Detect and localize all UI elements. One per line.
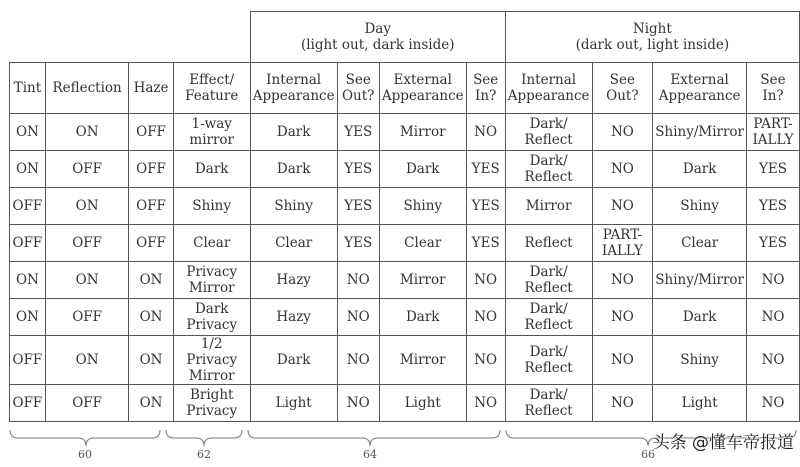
table-cell <box>173 188 250 225</box>
table-cell <box>747 188 800 225</box>
table-cell <box>379 385 466 422</box>
table-cell <box>653 336 747 385</box>
cell-value: NO <box>610 395 634 411</box>
table-cell <box>45 188 129 225</box>
table-cell <box>173 114 250 151</box>
cell-value: NO <box>610 198 634 214</box>
cell-value: NO <box>610 352 634 368</box>
column-header <box>379 63 466 114</box>
table-cell <box>250 225 337 262</box>
cell-value: OFF <box>12 352 43 368</box>
column-header-label: See In? <box>760 72 786 104</box>
table-cell <box>45 262 129 299</box>
column-header-label: See Out? <box>341 72 375 104</box>
table-cell <box>337 151 379 188</box>
table-cell <box>173 225 250 262</box>
cell-value: NO <box>610 124 634 140</box>
cell-value: YES <box>759 161 788 177</box>
cell-value: PART- IALLY <box>601 227 643 259</box>
table-cell <box>505 151 592 188</box>
cell-value: OFF <box>12 198 43 214</box>
cell-value: ON <box>139 272 163 288</box>
table-cell <box>653 188 747 225</box>
table-row <box>10 225 800 262</box>
cell-value: ON <box>15 124 39 140</box>
watermark: 头条 @懂车帝报道 <box>652 433 794 453</box>
cell-value: Shiny/Mirror <box>655 124 745 140</box>
cell-value: OFF <box>136 198 166 214</box>
cell-value: Clear <box>193 235 231 251</box>
cell-value: NO <box>346 272 370 288</box>
table-cell <box>337 299 379 336</box>
cell-value: OFF <box>72 395 102 411</box>
table-cell <box>379 336 466 385</box>
cell-value: Shiny <box>403 198 443 214</box>
cell-value: Dark/ Reflect <box>524 116 573 148</box>
cell-value: Dark/ Reflect <box>524 153 573 185</box>
cell-value: YES <box>759 198 788 214</box>
table-cell <box>45 225 129 262</box>
table-cell <box>379 299 466 336</box>
table-cell <box>10 114 46 151</box>
table-cell <box>250 336 337 385</box>
table-cell <box>747 262 800 299</box>
column-header-label: See Out? <box>606 72 639 104</box>
table-cell <box>592 114 653 151</box>
reference-66: 66 <box>641 448 655 461</box>
cell-value: NO <box>761 309 785 325</box>
cell-value: Dark <box>276 161 311 177</box>
table-cell <box>337 225 379 262</box>
table-cell <box>505 114 592 151</box>
reference-62: 62 <box>197 448 211 461</box>
night-title: Night <box>632 21 672 37</box>
column-header <box>466 63 505 114</box>
cell-value: Dark <box>405 309 440 325</box>
cell-value: NO <box>474 395 498 411</box>
column-header <box>337 63 379 114</box>
cell-value: ON <box>139 352 163 368</box>
cell-value: OFF <box>72 309 102 325</box>
glass-state-table <box>9 11 800 422</box>
cell-value: Dark <box>276 352 311 368</box>
column-header-label: External Appearance <box>381 72 464 104</box>
cell-value: Dark <box>194 161 229 177</box>
cell-value: YES <box>471 161 500 177</box>
column-header <box>505 63 592 114</box>
cell-value: 1/2 Privacy Mirror <box>186 336 238 384</box>
cell-value: NO <box>474 352 498 368</box>
table-cell <box>653 385 747 422</box>
table-cell <box>129 299 173 336</box>
table-cell <box>747 336 800 385</box>
column-header-label: See In? <box>473 72 499 104</box>
reference-60: 60 <box>78 448 92 461</box>
column-header <box>129 63 173 114</box>
table-cell <box>173 151 250 188</box>
table-cell <box>10 385 46 422</box>
cell-value: Clear <box>275 235 313 251</box>
cell-value: ON <box>75 124 99 140</box>
column-header-label: Reflection <box>52 80 122 96</box>
cell-value: Mirror <box>399 352 446 368</box>
table-cell <box>653 262 747 299</box>
cell-value: Hazy <box>276 309 311 325</box>
column-header <box>250 63 337 114</box>
table-cell <box>10 262 46 299</box>
cell-value: Dark <box>682 161 717 177</box>
table-cell <box>337 188 379 225</box>
table-cell <box>45 151 129 188</box>
table-cell <box>592 225 653 262</box>
cell-value: NO <box>474 309 498 325</box>
table-cell <box>250 114 337 151</box>
table-cell <box>466 385 505 422</box>
day-group-header <box>250 12 505 63</box>
cell-value: Dark <box>682 309 717 325</box>
table-cell <box>379 188 466 225</box>
cell-value: Mirror <box>399 272 446 288</box>
cell-value: Shiny <box>192 198 232 214</box>
table-row <box>10 262 800 299</box>
cell-value: Clear <box>404 235 442 251</box>
column-header-label: Internal Appearance <box>507 72 590 104</box>
column-header-label: Haze <box>133 80 169 96</box>
cell-value: OFF <box>12 395 43 411</box>
table-cell <box>173 336 250 385</box>
table-cell <box>129 262 173 299</box>
cell-value: Dark <box>276 124 311 140</box>
cell-value: ON <box>15 161 39 177</box>
table-row <box>10 299 800 336</box>
cell-value: NO <box>474 124 498 140</box>
cell-value: NO <box>610 272 634 288</box>
table-cell <box>747 225 800 262</box>
reference-64: 64 <box>363 448 377 461</box>
table-body <box>10 114 800 422</box>
table-cell <box>747 385 800 422</box>
blank-corner <box>10 12 251 63</box>
table-row <box>10 336 800 385</box>
cell-value: Hazy <box>276 272 311 288</box>
table-cell <box>592 385 653 422</box>
table-cell <box>129 151 173 188</box>
table-cell <box>337 336 379 385</box>
cell-value: YES <box>759 235 788 251</box>
night-subtitle: (dark out, light inside) <box>575 37 730 53</box>
table-cell <box>505 385 592 422</box>
table-cell <box>747 114 800 151</box>
cell-value: Dark/ Reflect <box>524 344 573 376</box>
table-cell <box>337 114 379 151</box>
table-cell <box>505 225 592 262</box>
table-cell <box>45 114 129 151</box>
table-cell <box>250 299 337 336</box>
table-cell <box>250 151 337 188</box>
table-cell <box>466 262 505 299</box>
table-cell <box>747 151 800 188</box>
cell-value: NO <box>474 272 498 288</box>
table-cell <box>505 299 592 336</box>
cell-value: Dark Privacy <box>186 301 238 333</box>
table-cell <box>466 151 505 188</box>
cell-value: Light <box>275 395 312 411</box>
cell-value: ON <box>139 309 163 325</box>
cell-value: NO <box>346 352 370 368</box>
cell-value: NO <box>346 395 370 411</box>
table-cell <box>592 151 653 188</box>
table-cell <box>337 385 379 422</box>
column-header <box>45 63 129 114</box>
day-subtitle: (light out, dark inside) <box>300 37 455 53</box>
table-cell <box>653 299 747 336</box>
table-cell <box>466 114 505 151</box>
cell-value: Shiny <box>680 352 719 368</box>
table-cell <box>129 225 173 262</box>
cell-value: YES <box>344 198 373 214</box>
table-row <box>10 151 800 188</box>
night-group-header <box>505 12 799 63</box>
cell-value: OFF <box>72 161 102 177</box>
table-cell <box>45 336 129 385</box>
cell-value: NO <box>761 272 785 288</box>
table-cell <box>10 188 46 225</box>
cell-value: NO <box>761 352 785 368</box>
table-cell <box>653 225 747 262</box>
table-cell <box>505 188 592 225</box>
cell-value: NO <box>761 395 785 411</box>
table-cell <box>173 262 250 299</box>
column-header <box>10 63 46 114</box>
cell-value: Shiny <box>680 198 719 214</box>
cell-value: Dark/ Reflect <box>524 301 573 333</box>
table-cell <box>173 385 250 422</box>
table-cell <box>173 299 250 336</box>
cell-value: OFF <box>72 235 102 251</box>
cell-value: NO <box>610 309 634 325</box>
cell-value: Shiny <box>274 198 313 214</box>
table-cell <box>129 385 173 422</box>
cell-value: Privacy Mirror <box>186 264 238 296</box>
cell-value: Light <box>681 395 718 411</box>
table-cell <box>466 336 505 385</box>
table-cell <box>379 114 466 151</box>
cell-value: ON <box>75 198 99 214</box>
table-cell <box>747 299 800 336</box>
column-header-label: Tint <box>13 80 42 96</box>
brace-64 <box>248 430 500 446</box>
table-cell <box>45 385 129 422</box>
table-cell <box>250 385 337 422</box>
cell-value: OFF <box>136 161 166 177</box>
cell-value: Dark/ Reflect <box>524 387 573 419</box>
table-cell <box>10 225 46 262</box>
cell-value: Dark/ Reflect <box>524 264 573 296</box>
table-cell <box>129 114 173 151</box>
cell-value: ON <box>15 272 39 288</box>
table-cell <box>10 336 46 385</box>
day-title: Day <box>364 21 391 37</box>
table-cell <box>466 188 505 225</box>
column-header-label: Internal Appearance <box>252 72 335 104</box>
table-cell <box>250 262 337 299</box>
cell-value: YES <box>344 161 373 177</box>
cell-value: NO <box>610 161 634 177</box>
column-header <box>653 63 747 114</box>
table-cell <box>129 188 173 225</box>
cell-value: YES <box>471 198 500 214</box>
table-cell <box>45 299 129 336</box>
table-row <box>10 188 800 225</box>
cell-value: OFF <box>136 235 166 251</box>
cell-value: 1-way mirror <box>189 116 235 148</box>
table-cell <box>379 225 466 262</box>
table-cell <box>592 336 653 385</box>
cell-value: PART- IALLY <box>752 116 794 148</box>
table-cell <box>466 225 505 262</box>
cell-value: Mirror <box>399 124 446 140</box>
cell-value: ON <box>15 309 39 325</box>
column-header <box>592 63 653 114</box>
column-header-label: Effect/ Feature <box>185 72 239 104</box>
table-cell <box>592 188 653 225</box>
cell-value: OFF <box>136 124 166 140</box>
cell-value: ON <box>75 352 99 368</box>
table-cell <box>505 262 592 299</box>
cell-value: Light <box>404 395 441 411</box>
cell-value: OFF <box>12 235 43 251</box>
table-cell <box>337 262 379 299</box>
cell-value: Reflect <box>524 235 573 251</box>
cell-value: YES <box>344 235 373 251</box>
column-header <box>747 63 800 114</box>
cell-value: Clear <box>681 235 719 251</box>
table-cell <box>592 299 653 336</box>
table-cell <box>10 151 46 188</box>
table-cell <box>250 188 337 225</box>
cell-value: ON <box>75 272 99 288</box>
cell-value: Dark <box>405 161 440 177</box>
cell-value: YES <box>344 124 373 140</box>
cell-value: Mirror <box>525 198 572 214</box>
column-header-label: External Appearance <box>658 72 741 104</box>
cell-value: YES <box>471 235 500 251</box>
table-row <box>10 385 800 422</box>
cell-value: NO <box>346 309 370 325</box>
table-cell <box>653 114 747 151</box>
brace-62 <box>166 430 242 446</box>
table-cell <box>10 299 46 336</box>
cell-value: ON <box>139 395 163 411</box>
table-cell <box>379 151 466 188</box>
table-cell <box>592 262 653 299</box>
table-row <box>10 114 800 151</box>
table-cell <box>653 151 747 188</box>
table-cell <box>129 336 173 385</box>
table-cell <box>505 336 592 385</box>
cell-value: Shiny/Mirror <box>655 272 745 288</box>
brace-60 <box>10 430 160 446</box>
column-header-row <box>10 63 800 114</box>
group-header-row <box>10 12 800 63</box>
table-cell <box>466 299 505 336</box>
column-header <box>173 63 250 114</box>
table-cell <box>379 262 466 299</box>
cell-value: Bright Privacy <box>186 387 238 419</box>
